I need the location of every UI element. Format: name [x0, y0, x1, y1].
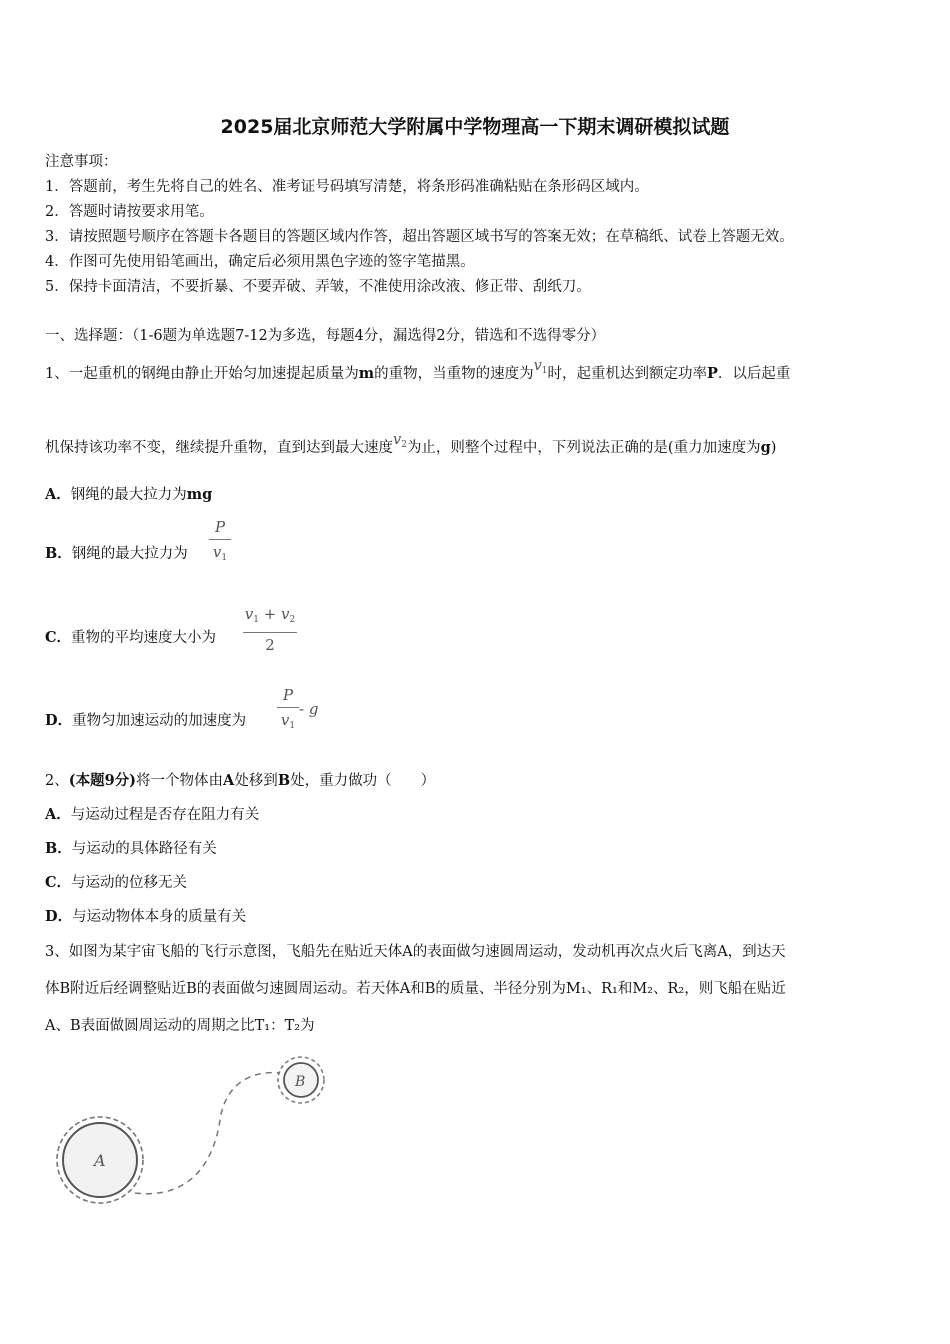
q2-option-a: A．与运动过程是否存在阻力有关 — [45, 806, 260, 823]
q3-stem-line3: A、B表面做圆周运动的周期之比T₁：T₂为 — [45, 1018, 315, 1034]
q1-option-a — [45, 485, 212, 505]
notice-heading: 注意事项： — [45, 154, 118, 170]
notice-item-2: 2．答题时请按要求用笔。 — [45, 204, 214, 220]
notice-item-5: 5．保持卡面清洁，不要折暴、不要弄破、弄皱，不准使用涂改液、修正带、刮纸刀。 — [45, 279, 591, 295]
q2-text-a: 将一个物体由 — [136, 773, 224, 789]
q1-text-g: ) — [770, 440, 777, 456]
q2-option-b: B．与运动的具体路径有关 — [45, 840, 217, 857]
q2-var-B: B — [277, 772, 291, 789]
q1-text-b: 的重物，当重物的速度为 — [374, 366, 534, 382]
q1-var-v2: $v_2$ — [393, 432, 407, 450]
q2-stem — [45, 771, 435, 791]
q1-stem-line2 — [45, 432, 777, 463]
q1-option-c-label: C． — [45, 629, 72, 646]
notice-item-3: 3．请按照题号顺序在答题卡各题目的答题区域内作答，超出答题区域书写的答案无效；在草稿纸、试卷上答题无效。 — [45, 229, 794, 245]
q1-text-a: 1、一起重机的钢绳由静止开始匀加速提起质量为 — [45, 366, 359, 382]
q1-option-a-label: A． — [45, 486, 71, 503]
q2-score: (本题9分) — [68, 772, 137, 789]
q2-option-c: C．与运动的位移无关 — [45, 874, 188, 891]
q1-option-a-text: 钢绳的最大拉力为 — [70, 487, 187, 503]
planet-b-label: B — [295, 1074, 306, 1090]
page-title: 2025届北京师范大学附属中学物理高一下期末调研模拟试题 — [220, 116, 730, 138]
q1-text-f: 为止，则整个过程中，下列说法正确的是(重力加速度为 — [406, 440, 761, 456]
q3-stem-line1: 3、如图为某宇宙飞船的飞行示意图，飞船先在贴近天体A的表面做匀速圆周运动，发动机再次点火后飞离A，到达天 — [45, 944, 786, 960]
q3-stem-line2: 体B附近后经调整贴近B的表面做匀速圆周运动。若天体A和B的质量、半径分别为M₁、R₁和M₂、R₂，则飞船在贴近 — [45, 981, 786, 997]
q1-option-a-expr: mg — [186, 486, 213, 503]
q1-var-P: P — [707, 365, 718, 382]
q1-option-b-label: B． — [45, 545, 72, 562]
q1-option-c — [45, 628, 216, 648]
q2-text-c: 处，重力做功（ ） — [290, 773, 436, 789]
q1-option-d-fraction: P $v_1$ — [277, 686, 299, 735]
q1-text-e: 机保持该功率不变，继续提升重物，直到达到最大速度 — [45, 440, 393, 456]
q1-var-g: g — [760, 439, 771, 456]
q1-option-d-tail: - g — [299, 700, 319, 718]
notice-item-4: 4．作图可先使用铅笔画出，确定后必须用黑色字迹的签字笔描黑。 — [45, 254, 475, 270]
q2-var-A: A — [223, 772, 235, 789]
q2-num: 2、 — [45, 773, 69, 789]
q2-option-d: D．与运动物体本身的质量有关 — [45, 908, 247, 925]
q1-option-b-text: 钢绳的最大拉力为 — [71, 546, 188, 562]
notice-item-1: 1．答题前，考生先将自己的姓名、准考证号码填写清楚，将条形码准确粘贴在条形码区域内。 — [45, 179, 649, 195]
q1-option-d — [45, 711, 246, 731]
transfer-path — [135, 1073, 280, 1194]
q1-option-d-label: D． — [45, 712, 73, 729]
q2-text-b: 处移到 — [234, 773, 278, 789]
q1-stem-line1 — [45, 358, 791, 389]
q1-option-c-text: 重物的平均速度大小为 — [71, 630, 217, 646]
q1-text-c: 时，起重机达到额定功率 — [547, 366, 708, 382]
section-heading: 一、选择题：（1-6题为单选题7-12为多选，每题4分，漏选得2分，错选和不选得零分） — [45, 328, 606, 344]
q1-var-m: m — [358, 365, 375, 382]
q1-var-v1: $v_1$ — [533, 358, 548, 376]
q1-option-d-text: 重物匀加速运动的加速度为 — [72, 713, 247, 729]
q1-option-c-fraction: $v_1 + v_2$ 2 — [244, 605, 296, 654]
q1-text-d: ．以后起重 — [717, 366, 791, 382]
spacecraft-orbit-diagram — [45, 1045, 345, 1215]
q1-option-b-fraction: P $v_1$ — [209, 518, 231, 567]
q1-option-b — [45, 544, 188, 564]
planet-a-label: A — [94, 1151, 106, 1170]
